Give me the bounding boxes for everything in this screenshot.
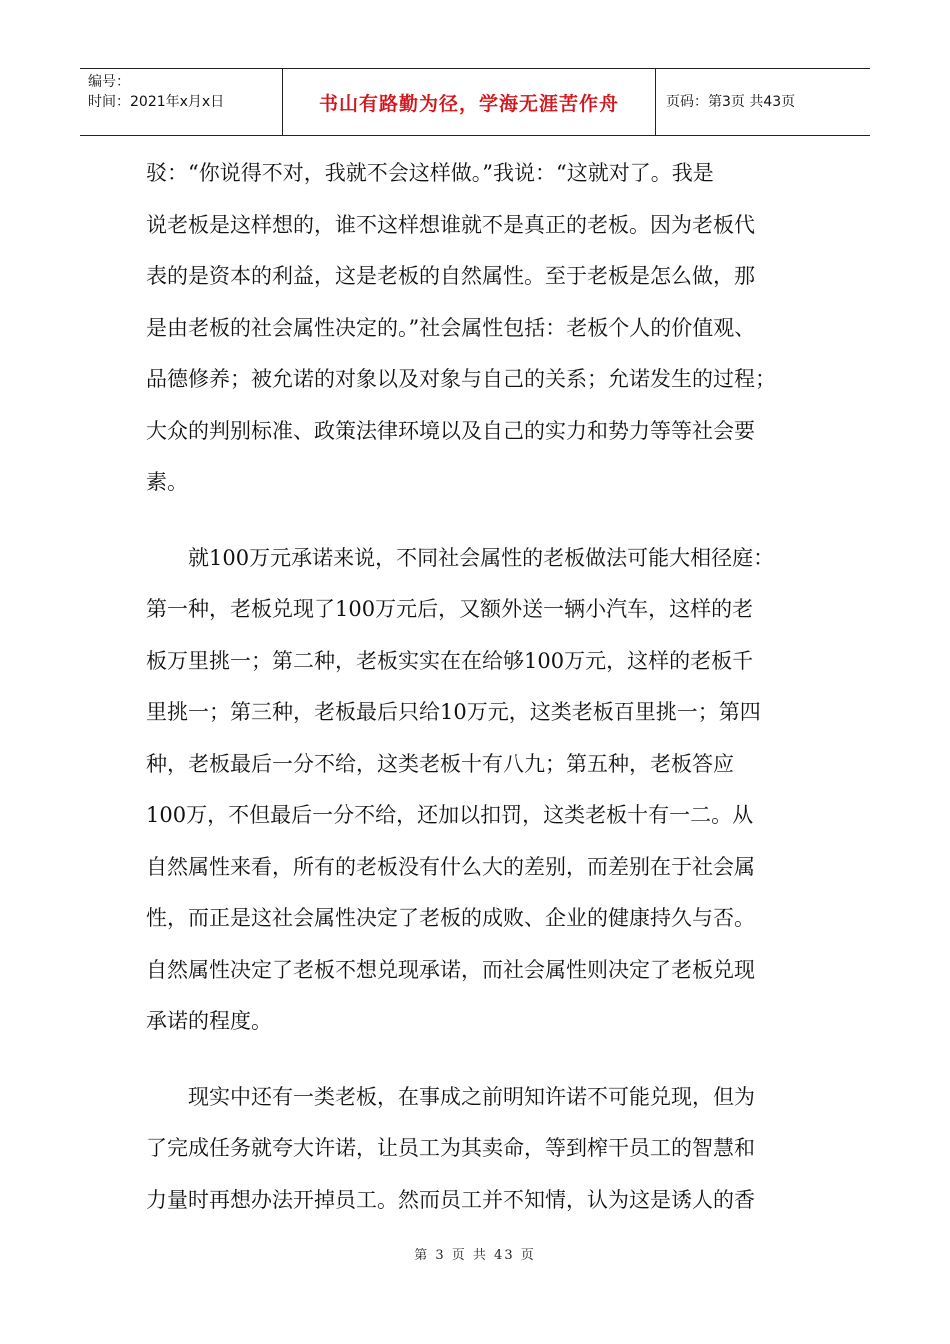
text-line: 性，而正是这社会属性决定了老板的成败、企业的健康持久与否。 (146, 906, 755, 930)
text-line: 驳：“你说得不对，我就不会这样做。”我说：“这就对了。我是 (146, 161, 714, 185)
text-line: 里挑一；第三种，老板最后只给10万元，这类老板百里挑一；第四 (146, 700, 761, 724)
text-line: 板万里挑一；第二种，老板实实在在给够100万元，这样的老板千 (146, 648, 754, 673)
document-body (146, 148, 806, 1226)
text-line: 了完成任务就夸大许诺，让员工为其卖命，等到榨干员工的智慧和 (146, 1136, 755, 1160)
text-line: 现实中还有一类老板，在事成之前明知许诺不可能兑现，但为 (146, 1084, 755, 1109)
text-line: 自然属性决定了老板不想兑现承诺，而社会属性则决定了老板兑现 (146, 957, 755, 982)
text-line: 承诺的程度。 (146, 1009, 272, 1033)
document-header (80, 68, 870, 136)
text-line: 说老板是这样想的，谁不这样想谁就不是真正的老板。因为老板代 (146, 212, 755, 237)
paragraph-3 (146, 1072, 806, 1227)
header-motto: 书山有路勤为径，学海无涯苦作舟 (318, 92, 619, 115)
text-line: 100万，不但最后一分不给，还加以扣罚，这类老板十有一二。从 (146, 803, 754, 827)
serial-number-label: 编号： (88, 74, 130, 90)
header-motto-cell (282, 69, 656, 135)
text-line: 品德修养；被允诺的对象以及对象与自己的关系；允诺发生的过程； (146, 367, 776, 391)
text-line: 是由老板的社会属性决定的。”社会属性包括：老板个人的价值观、 (146, 315, 756, 340)
header-page-info: 页码：第3页 共43页 (666, 94, 796, 110)
text-line: 力量时再想办法开掉员工。然而员工并不知情，认为这是诱人的香 (146, 1187, 755, 1212)
paragraph-gap (146, 1048, 806, 1072)
text-line: 大众的判别标准、政策法律环境以及自己的实力和势力等等社会要 (146, 418, 755, 443)
paragraph-1 (146, 148, 806, 509)
paragraph-gap (146, 509, 806, 533)
date-label: 时间：2021年x月x日 (88, 94, 225, 110)
header-meta-cell (80, 69, 282, 135)
text-line: 第一种，老板兑现了100万元后，又额外送一辆小汽车，这样的老 (146, 597, 754, 621)
header-page-cell (656, 69, 870, 135)
text-line: 种，老板最后一分不给，这类老板十有八九；第五种，老板答应 (146, 751, 734, 776)
text-line: 素。 (146, 470, 188, 494)
paragraph-2 (146, 533, 806, 1048)
text-line: 表的是资本的利益，这是老板的自然属性。至于老板是怎么做，那 (146, 264, 755, 288)
page-footer: 第 3 页 共 43 页 (414, 1248, 536, 1263)
text-line: 就100万元承诺来说，不同社会属性的老板做法可能大相径庭： (146, 545, 775, 570)
text-line: 自然属性来看，所有的老板没有什么大的差别，而差别在于社会属 (146, 854, 755, 879)
